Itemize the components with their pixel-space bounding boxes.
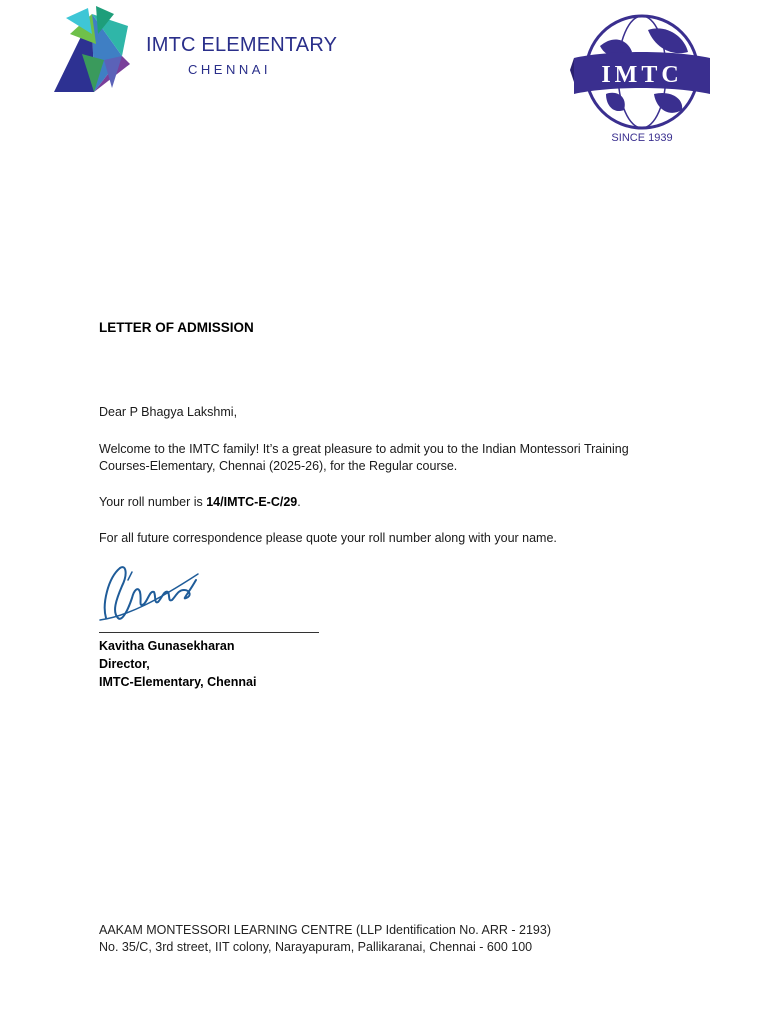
- imtc-elementary-logo: [52, 4, 338, 98]
- geometric-logo-icon: [52, 4, 134, 96]
- signatory-name: Kavitha Gunasekharan: [99, 639, 235, 653]
- footer-line-2: No. 35/C, 3rd street, IIT colony, Narayapuram, Pallikaranai, Chennai - 600 100: [99, 940, 533, 954]
- emblem-since: SINCE 1939: [611, 132, 673, 144]
- correspondence-paragraph: For all future correspondence please quote your roll number along with your name.: [99, 531, 557, 545]
- roll-suffix: .: [297, 495, 301, 509]
- signature-line: [99, 632, 319, 633]
- roll-number: 14/IMTC-E-C/29: [206, 495, 298, 509]
- school-name: IMTC ELEMENTARY: [146, 34, 338, 56]
- letter-heading: LETTER OF ADMISSION: [99, 320, 254, 335]
- school-city: CHENNAI: [188, 62, 272, 77]
- salutation: Dear P Bhagya Lakshmi,: [99, 405, 238, 419]
- signatory-title: Director,: [99, 657, 150, 671]
- welcome-paragraph: Welcome to the IMTC family! It’s a great pleasure to admit you to the Indian Montessori Training Courses-Elementary, Chennai (2025-26), for the Regular course.: [99, 442, 629, 473]
- roll-number-paragraph: [99, 494, 679, 511]
- handwritten-signature: [98, 560, 202, 626]
- globe-emblem-icon: [570, 10, 714, 148]
- imtc-emblem-logo: [570, 10, 714, 148]
- footer-address: [99, 922, 551, 956]
- footer-line-1: AAKAM MONTESSORI LEARNING CENTRE (LLP Identification No. ARR - 2193): [99, 923, 551, 937]
- signatory-organization: IMTC-Elementary, Chennai: [99, 675, 257, 689]
- emblem-text: IMTC: [601, 62, 683, 88]
- signatory-block: [99, 637, 256, 691]
- roll-prefix: Your roll number is: [99, 495, 207, 509]
